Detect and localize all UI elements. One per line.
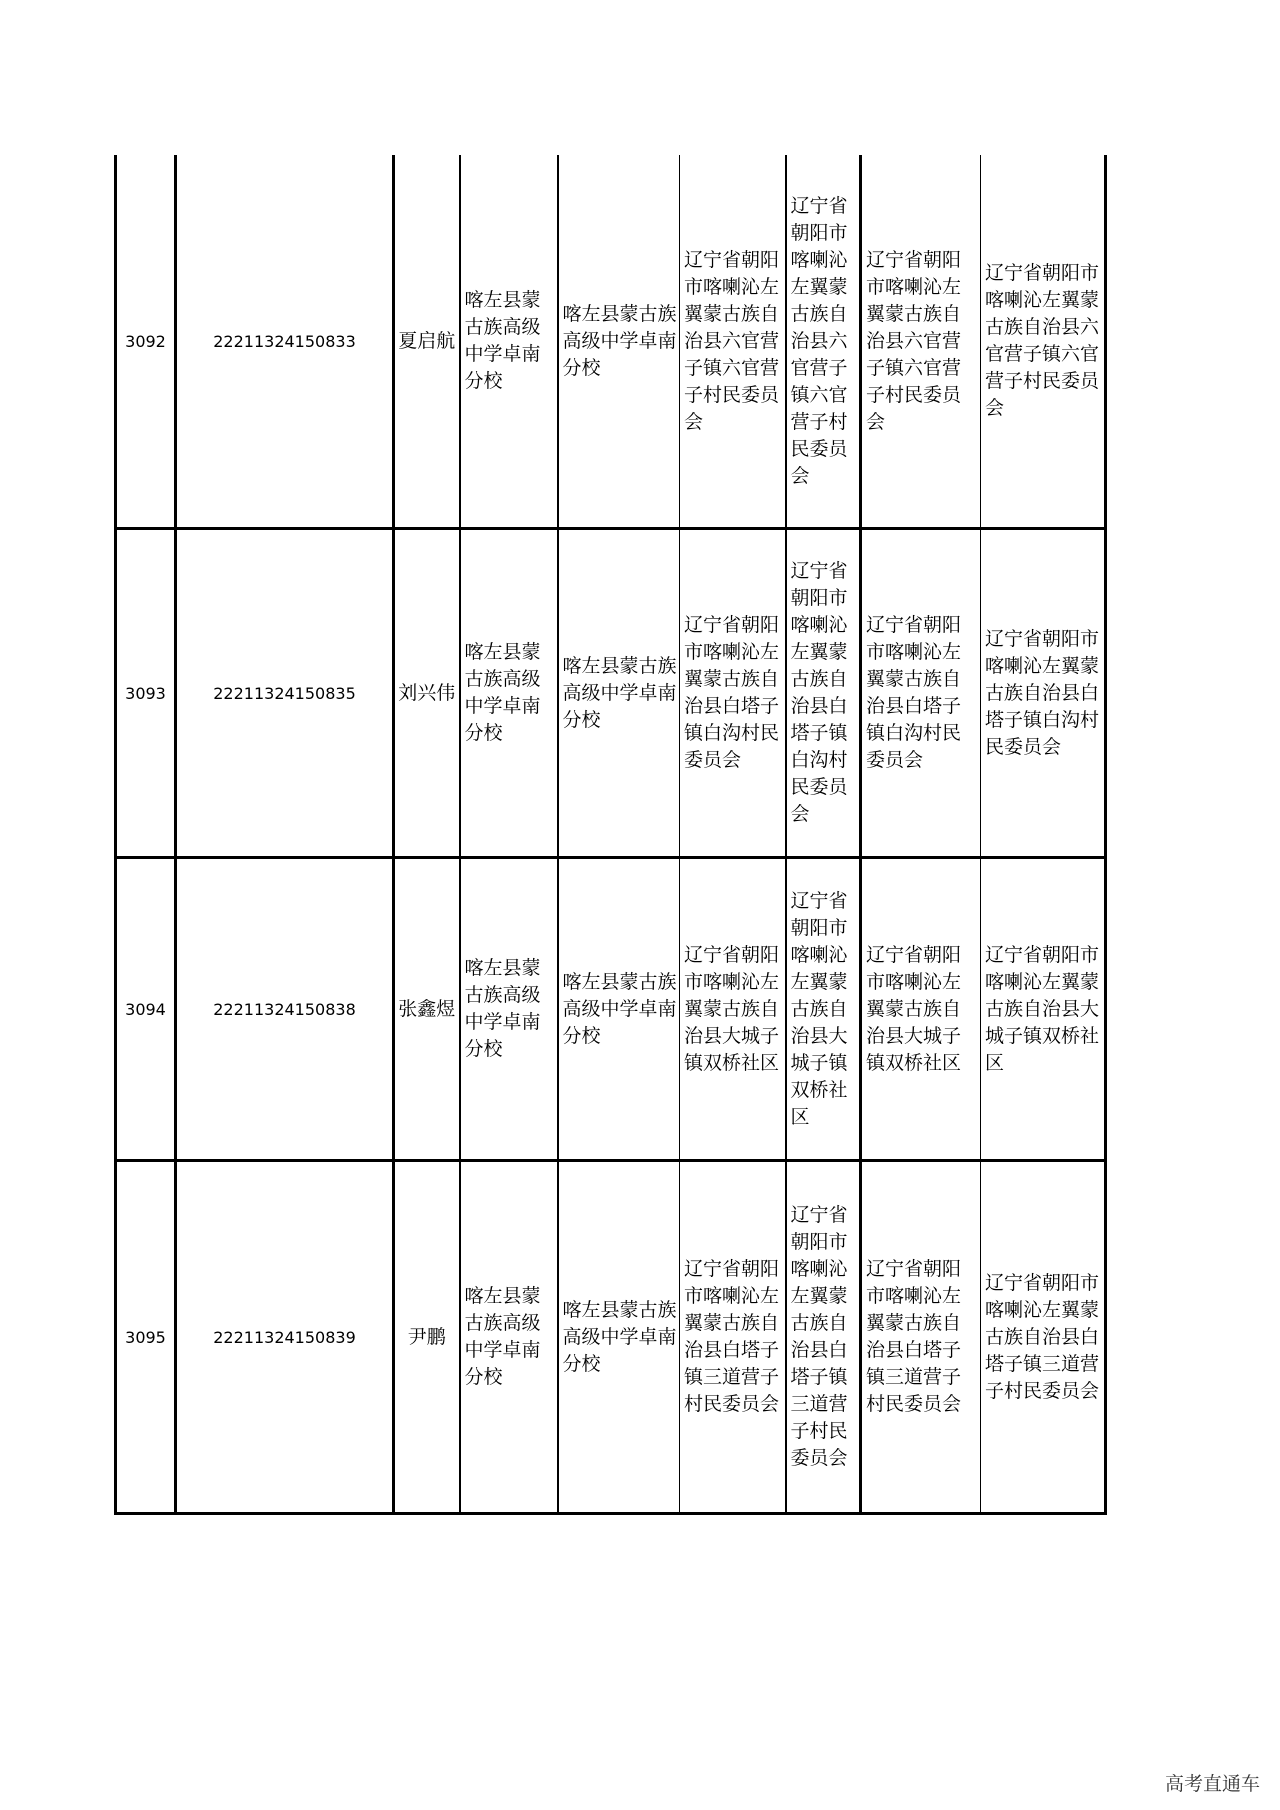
school-cell: 喀左县蒙古族高级中学卓南分校	[460, 529, 558, 858]
address-cell-2: 辽宁省朝阳市喀喇沁左翼蒙古族自治县白塔子镇三道营子村民委员会	[786, 1161, 861, 1514]
table-row	[116, 155, 1106, 529]
seq-cell: 3094	[116, 858, 176, 1161]
roster-table	[114, 155, 1107, 1515]
table-row	[116, 858, 1106, 1161]
address-cell-1: 辽宁省朝阳市喀喇沁左翼蒙古族自治县六官营子镇六官营子村民委员会	[680, 155, 786, 529]
address-cell-4: 辽宁省朝阳市喀喇沁左翼蒙古族自治县白塔子镇三道营子村民委员会	[981, 1161, 1106, 1514]
address-cell-3: 辽宁省朝阳市喀喇沁左翼蒙古族自治县大城子镇双桥社区	[861, 858, 981, 1161]
address-cell-2: 辽宁省朝阳市喀喇沁左翼蒙古族自治县白塔子镇白沟村民委员会	[786, 529, 861, 858]
student-name-cell: 张鑫煜	[394, 858, 460, 1161]
address-cell-1: 辽宁省朝阳市喀喇沁左翼蒙古族自治县大城子镇双桥社区	[680, 858, 786, 1161]
address-cell-3: 辽宁省朝阳市喀喇沁左翼蒙古族自治县白塔子镇三道营子村民委员会	[861, 1161, 981, 1514]
exam-number-cell: 22211324150838	[176, 858, 394, 1161]
exam-number-cell: 22211324150839	[176, 1161, 394, 1514]
table-row	[116, 529, 1106, 858]
school-cell-2: 喀左县蒙古族高级中学卓南分校	[558, 858, 680, 1161]
address-cell-4: 辽宁省朝阳市喀喇沁左翼蒙古族自治县大城子镇双桥社区	[981, 858, 1106, 1161]
address-cell-1: 辽宁省朝阳市喀喇沁左翼蒙古族自治县白塔子镇三道营子村民委员会	[680, 1161, 786, 1514]
address-cell-1: 辽宁省朝阳市喀喇沁左翼蒙古族自治县白塔子镇白沟村民委员会	[680, 529, 786, 858]
school-cell: 喀左县蒙古族高级中学卓南分校	[460, 1161, 558, 1514]
address-cell-2: 辽宁省朝阳市喀喇沁左翼蒙古族自治县大城子镇双桥社区	[786, 858, 861, 1161]
exam-number-cell: 22211324150835	[176, 529, 394, 858]
seq-cell: 3095	[116, 1161, 176, 1514]
exam-number-cell: 22211324150833	[176, 155, 394, 529]
address-cell-4: 辽宁省朝阳市喀喇沁左翼蒙古族自治县六官营子镇六官营子村民委员会	[981, 155, 1106, 529]
address-cell-3: 辽宁省朝阳市喀喇沁左翼蒙古族自治县六官营子镇六官营子村民委员会	[861, 155, 981, 529]
school-cell-2: 喀左县蒙古族高级中学卓南分校	[558, 155, 680, 529]
school-cell: 喀左县蒙古族高级中学卓南分校	[460, 155, 558, 529]
student-name-cell: 尹鹏	[394, 1161, 460, 1514]
school-cell-2: 喀左县蒙古族高级中学卓南分校	[558, 1161, 680, 1514]
school-cell: 喀左县蒙古族高级中学卓南分校	[460, 858, 558, 1161]
table-row	[116, 1161, 1106, 1514]
address-cell-2: 辽宁省朝阳市喀喇沁左翼蒙古族自治县六官营子镇六官营子村民委员会	[786, 155, 861, 529]
student-name-cell: 刘兴伟	[394, 529, 460, 858]
address-cell-4: 辽宁省朝阳市喀喇沁左翼蒙古族自治县白塔子镇白沟村民委员会	[981, 529, 1106, 858]
watermark-text: 高考直通车	[1164, 1773, 1260, 1795]
address-cell-3: 辽宁省朝阳市喀喇沁左翼蒙古族自治县白塔子镇白沟村民委员会	[861, 529, 981, 858]
seq-cell: 3092	[116, 155, 176, 529]
roster-table-wrapper	[114, 155, 1107, 1515]
student-name-cell: 夏启航	[394, 155, 460, 529]
seq-cell: 3093	[116, 529, 176, 858]
school-cell-2: 喀左县蒙古族高级中学卓南分校	[558, 529, 680, 858]
